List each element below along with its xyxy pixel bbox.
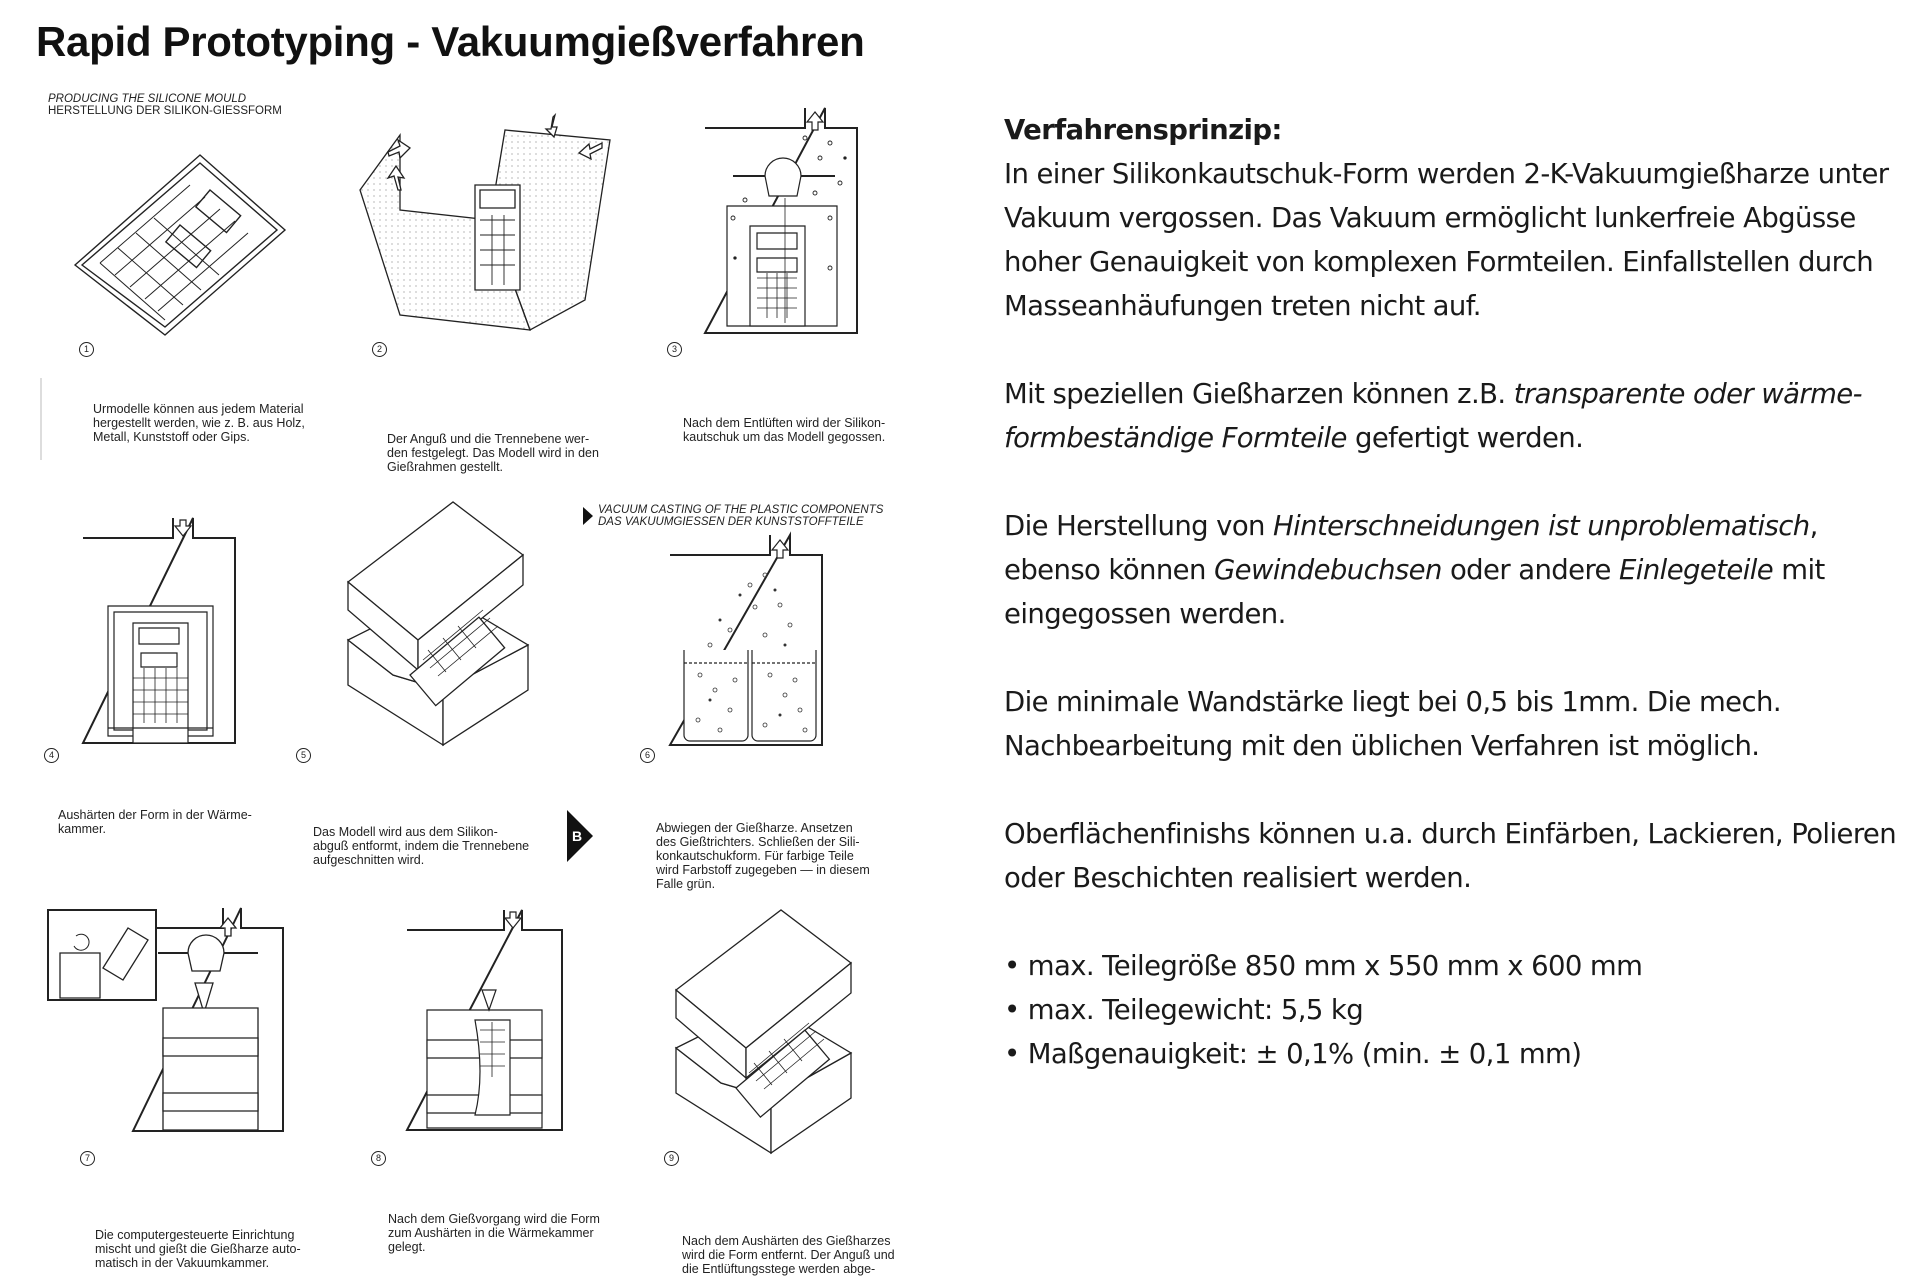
illustration-step-7-automatic-pouring — [48, 908, 293, 1133]
section-b-marker-icon — [567, 810, 593, 862]
section-a-heading-en: PRODUCING THE SILICONE MOULD — [48, 93, 247, 105]
step-8-caption — [388, 1212, 628, 1254]
text-emphasis: Hinterschneidungen ist unproblematisch — [1273, 510, 1810, 542]
spec-item: • max. Teilegröße 850 mm x 550 mm x 600 mm — [1004, 944, 1904, 988]
caption-line: wird die Form entfernt. Der Anguß und — [682, 1248, 895, 1262]
step-6-caption — [656, 821, 916, 891]
step-4-caption — [58, 808, 288, 836]
section-a-heading — [48, 93, 282, 117]
caption-line: Gießrahmen gestellt. — [387, 460, 504, 474]
caption-line: hergestellt werden, wie z. B. aus Holz, — [93, 416, 305, 430]
illustration-step-9-finished-part — [676, 908, 856, 1153]
caption-line: gelegt. — [388, 1240, 426, 1254]
undercuts-paragraph — [1004, 504, 1904, 636]
step-3-number: 3 — [667, 342, 682, 357]
section-b-marker-label: B — [572, 828, 583, 844]
step-8-number: 8 — [371, 1151, 386, 1166]
resins-paragraph — [1004, 372, 1904, 460]
caption-line: Metall, Kunststoff oder Gips. — [93, 430, 250, 444]
illustration-step-1-master-model — [70, 145, 290, 335]
section-b-heading — [598, 504, 883, 528]
caption-line: Nach dem Entlüften wird der Silikon- — [683, 416, 886, 430]
caption-line: kautschuk um das Modell gegossen. — [683, 430, 886, 444]
illustration-step-5-demoulding — [348, 500, 538, 745]
step-9-number: 9 — [664, 1151, 679, 1166]
illustration-step-8-curing — [407, 910, 567, 1132]
text-emphasis: transparente oder wärme-formbeständige Formteile — [1004, 378, 1862, 454]
section-b-heading-en: VACUUM CASTING OF THE PLASTIC COMPONENTS — [598, 504, 884, 516]
margin-rule — [40, 378, 42, 460]
text-emphasis: Gewindebuchsen — [1213, 554, 1442, 586]
text-run: Mit speziellen Gießharzen können z.B. — [1004, 378, 1514, 410]
step-7-number: 7 — [80, 1151, 95, 1166]
caption-line: den festgelegt. Das Modell wird in den — [387, 446, 599, 460]
caption-line: des Gießtrichters. Schließen der Sili- — [656, 835, 860, 849]
section-b-marker-small-icon — [583, 507, 593, 525]
caption-line: konkautschukform. Für farbige Teile — [656, 849, 854, 863]
step-5-number: 5 — [296, 748, 311, 763]
specs-list — [1004, 944, 1904, 1076]
text-run: oder andere — [1441, 554, 1620, 586]
caption-line: die Entlüftungsstege werden abge- — [682, 1262, 876, 1276]
page-title: Rapid Prototyping - Vakuumgießverfahren — [36, 18, 865, 65]
step-3-caption — [683, 416, 933, 444]
step-9-caption — [682, 1234, 932, 1276]
caption-line: Aushärten der Form in der Wärme- — [58, 808, 252, 822]
caption-line: zum Aushärten in die Wärmekammer — [388, 1226, 594, 1240]
description-panel — [1004, 108, 1904, 1076]
step-7-caption — [95, 1228, 335, 1270]
caption-line: Falle grün. — [656, 877, 716, 891]
illustration-step-4-heat-chamber — [83, 518, 238, 743]
surface-finish-paragraph: Oberflächenfinishs können u.a. durch Einfärben, Lackieren, Polieren oder Beschichten realisiert werden. — [1004, 818, 1897, 894]
section-a-heading-de: HERSTELLUNG DER SILIKON-GIESSFORM — [48, 105, 282, 117]
caption-line: Nach dem Gießvorgang wird die Form — [388, 1212, 600, 1226]
caption-line: wird Farbstoff zugegeben — in diesem — [656, 863, 870, 877]
caption-line: abguß entformt, indem die Trennebene — [313, 839, 530, 853]
text-run: , ebenso können — [1004, 510, 1818, 586]
step-4-number: 4 — [44, 748, 59, 763]
wall-thickness-paragraph: Die minimale Wandstärke liegt bei 0,5 bis 1mm. Die mech. Nachbearbeitung mit den üblichen Verfahren ist möglich. — [1004, 686, 1781, 762]
spec-item: • max. Teilegewicht: 5,5 kg — [1004, 988, 1904, 1032]
illustration-step-6-resin-containers — [670, 535, 825, 750]
caption-line: kammer. — [58, 822, 106, 836]
illustration-step-2-casting-frame — [360, 110, 620, 340]
step-1-caption — [93, 402, 333, 444]
caption-line: Die computergesteuerte Einrichtung — [95, 1228, 295, 1242]
step-2-caption — [387, 432, 637, 474]
principle-heading: Verfahrensprinzip: — [1004, 114, 1282, 146]
caption-line: Abwiegen der Gießharze. Ansetzen — [656, 821, 853, 835]
caption-line: Urmodelle können aus jedem Material — [93, 402, 304, 416]
text-emphasis: Einlegeteile — [1619, 554, 1774, 586]
step-6-number: 6 — [640, 748, 655, 763]
text-run: Die Herstellung von — [1004, 510, 1274, 542]
caption-line: matisch in der Vakuumkammer. — [95, 1256, 270, 1270]
caption-line: Das Modell wird aus dem Silikon- — [313, 825, 498, 839]
section-b-heading-de: DAS VAKUUMGIESSEN DER KUNSTSTOFFTEILE — [598, 516, 864, 528]
step-1-number: 1 — [79, 342, 94, 357]
illustration-step-3-vacuum-chamber — [705, 108, 860, 338]
step-5-caption — [313, 825, 553, 867]
principle-text: In einer Silikonkautschuk-Form werden 2-K-Vakuumgießharze unter Vakuum vergossen. Das Vakuum ermöglicht lunkerfreie Abgüsse hoher Genauigkeit von komplexen Formteilen. Einfallstellen durch Masseanhäufungen treten nicht auf. — [1004, 158, 1889, 322]
caption-line: aufgeschnitten wird. — [313, 853, 425, 867]
spec-item: • Maßgenauigkeit: ± 0,1% (min. ± 0,1 mm) — [1004, 1032, 1904, 1076]
caption-line: Der Anguß und die Trennebene wer- — [387, 432, 590, 446]
caption-line: mischt und gießt die Gießharze auto- — [95, 1242, 301, 1256]
principle-paragraph — [1004, 108, 1904, 328]
step-2-number: 2 — [372, 342, 387, 357]
caption-line: Nach dem Aushärten des Gießharzes — [682, 1234, 891, 1248]
text-run: mit eingegossen werden. — [1004, 554, 1825, 630]
text-run: gefertigt werden. — [1346, 422, 1584, 454]
